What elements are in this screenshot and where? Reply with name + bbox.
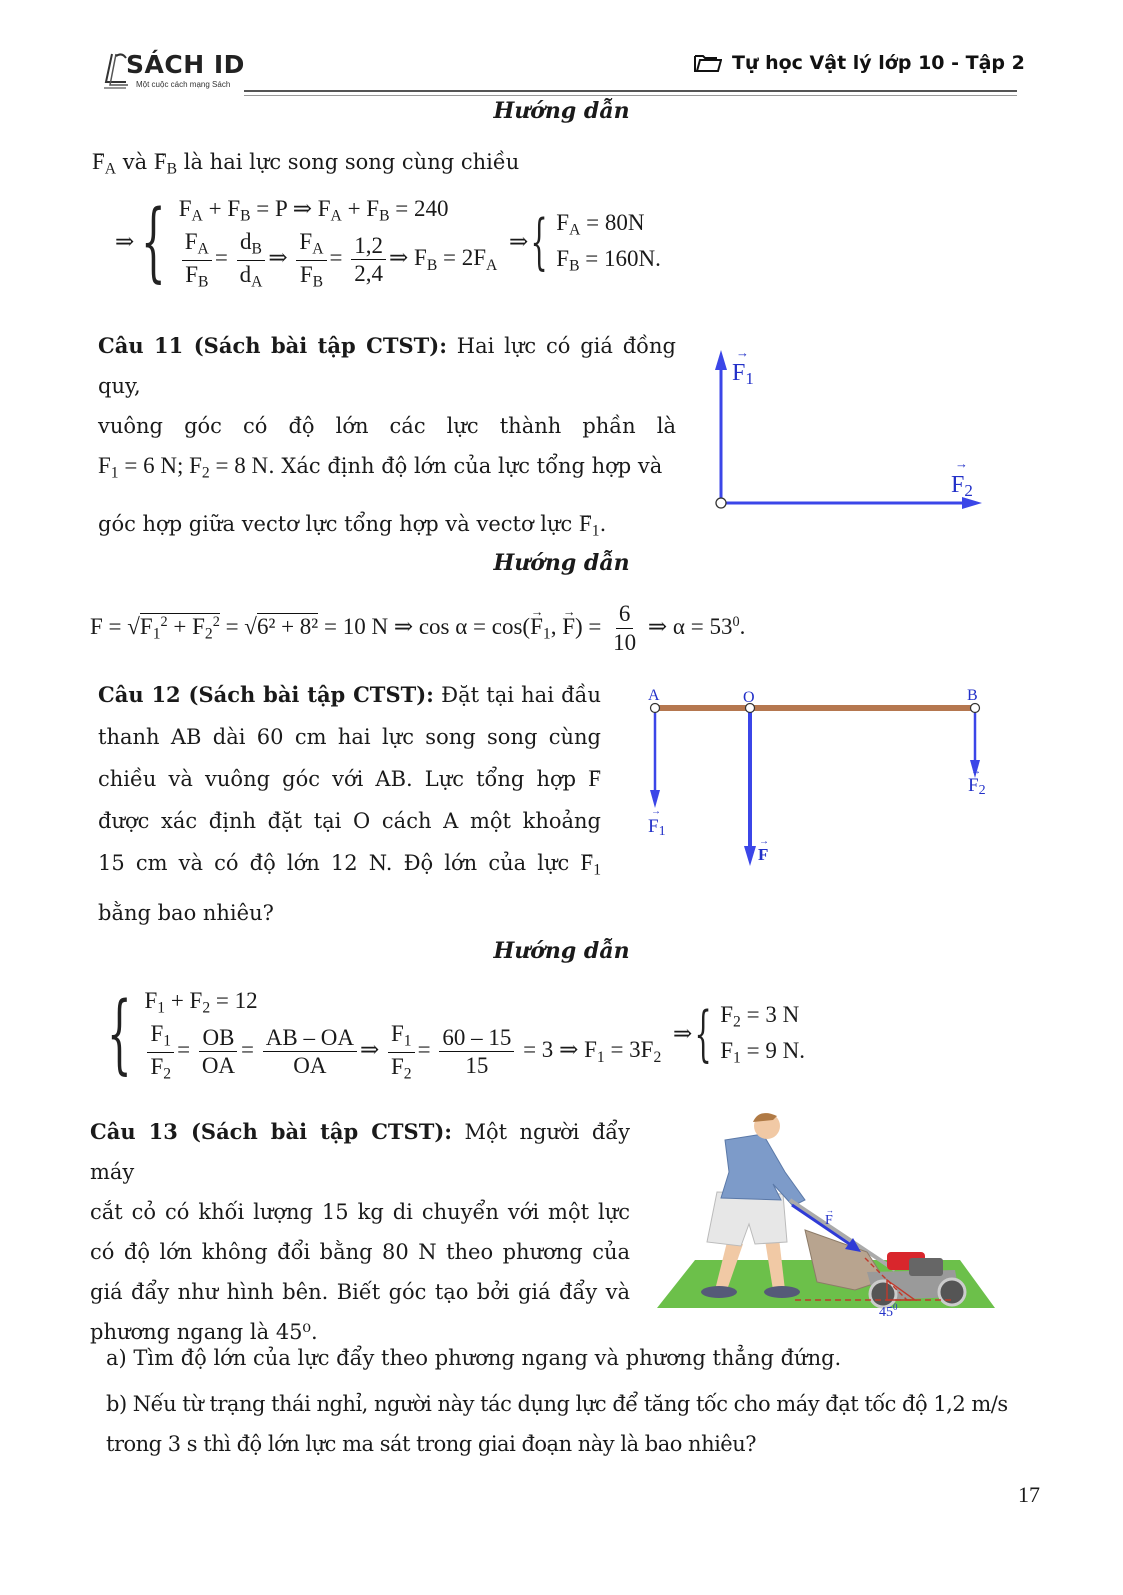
result-F1: = 9 N <box>746 1038 800 1064</box>
F2-label: F2 <box>951 472 973 500</box>
ratio-numerator: 1,2 <box>351 232 386 261</box>
question-12: Câu 12 (Sách bài tập CTST): Đặt tại hai đầu thanh AB dài 60 cm hai lực song song cùng chiều và vuông góc với AB. Lực tổng hợp → F được xác định đặt tại O cách A một khoảng 15 cm và có độ lớn 12 N. Độ lớn của lực → $F_1$ bằng bao nhiêu? <box>98 674 601 934</box>
solution-12-equation: { $F_1 + F_2 = 12$ $\frac{F_1}{F_2}$ = $\frac{OB}{OA}$ = $\frac{AB - OA}{OA}$ ⇒ $\frac{F_1}{F_2}$ = $\frac{60 - 15}{15}$ = 3 ⇒ $F_1 = 3F_2$ ⇒{ $F_2 = 3$ N $F_1 = 9$ N. <box>107 984 805 1085</box>
header-divider <box>244 90 1017 96</box>
page-number: 17 <box>1018 1482 1040 1507</box>
label-F: F <box>758 845 769 864</box>
logo-tagline: Một cuộc cách mạng Sách <box>136 80 231 89</box>
solution-heading-11: Hướng dẫn <box>493 550 630 576</box>
result-FA: = 80N <box>586 209 645 235</box>
svg-text:→: → <box>759 836 769 847</box>
label-F2: F2 <box>968 775 986 798</box>
total-weight: 240 <box>413 196 449 221</box>
F1-arrowhead <box>715 350 727 370</box>
question-13-part-a: a) Tìm độ lớn của lực đẩy theo phương ngang và phương thẳng đứng. <box>106 1346 842 1370</box>
shirt <box>721 1134 805 1206</box>
result-FB: = 160N <box>585 246 656 272</box>
question-11: Câu 11 (Sách bài tập CTST): Hai lực có giá đồng quy, vuông góc có độ lớn các lực thành phần là $F_1 = 6$ N; $F_2 = 8$ N. Xác định độ lớn của lực tổng hợp và góc hợp giữa vectơ lực tổng hợp và vectơ lực → $F_1$. <box>98 326 676 551</box>
angle-value: 53 <box>709 613 733 639</box>
publisher-logo <box>100 48 250 96</box>
F1-label: F1 <box>732 360 754 388</box>
intro-text: là hai lực song song cùng chiều <box>183 150 520 174</box>
label-A: A <box>648 687 660 704</box>
vector-FB: → F <box>154 142 167 182</box>
equation-system-1: ⇒{ $F_A + F_B = P$ ⇒ $F_A + F_B = 240$ $\frac{F_A}{F_B}$ = $\frac{d_B}{d_A}$ ⇒ $\frac{F_A}{F_B}$ = $\frac{1,2}{2,4}$ ⇒ $F_B = 2F_A$ ⇒{ $F_A = 80N$ $F_B = 160N$. <box>115 192 661 293</box>
resultant-value: 10 <box>342 613 366 639</box>
svg-text:→: → <box>955 456 968 471</box>
wheel <box>939 1279 965 1305</box>
logo-text: SÁCH ID <box>126 50 245 79</box>
angle-label: $45^0$ <box>879 1302 898 1320</box>
svg-text:→: → <box>826 1206 834 1215</box>
svg-text:→: → <box>736 345 749 360</box>
squares: 6² + 8² <box>256 613 319 639</box>
vector-FA: → F <box>92 142 105 182</box>
force-label: F <box>825 1213 833 1228</box>
point-A <box>651 704 660 713</box>
book-title-text: Tự học Vật lý lớp 10 - Tập 2 <box>732 52 1025 74</box>
book-title <box>694 52 1025 74</box>
label-O: O <box>743 689 755 706</box>
solution-intro: → $F_A$ và → $F_B$ là hai lực song song cùng chiều <box>92 142 519 190</box>
question-13-part-b: b) Nếu từ trạng thái nghỉ, người này tác dụng lực để tăng tốc cho máy đạt tốc độ 1,2 m/s trong 3 s thì độ lớn lực ma sát trong giai đoạn này là bao nhiêu? <box>106 1392 1008 1456</box>
ratio-denominator: 2,4 <box>354 261 383 287</box>
point-B <box>971 704 980 713</box>
solution-heading: Hướng dẫn <box>493 98 630 124</box>
origin-point <box>716 498 726 508</box>
shoe <box>764 1286 800 1298</box>
solution-11-equation: $F = √F_1^2 + F_2^2 = √6^2 + 8^2 = 10$ N ⇒ $\cos \alpha = \cos(\to F_1$, → F) = $\frac{6}{10}$ ⇒ $\alpha = 53^0$. <box>90 600 745 657</box>
label-B: B <box>967 687 978 704</box>
folder-icon <box>694 53 722 73</box>
label-F1: F1 <box>648 816 666 839</box>
question-12-label: Câu 12 (Sách bài tập CTST): <box>98 682 434 707</box>
question-13-label: Câu 13 (Sách bài tập CTST): <box>90 1119 453 1144</box>
lawn-mower-figure <box>655 1112 1025 1322</box>
book-logo-icon <box>102 52 128 92</box>
result-F2: = 3 N <box>746 1001 800 1027</box>
svg-text:→: → <box>651 806 661 817</box>
solution-heading-12: Hướng dẫn <box>493 938 630 964</box>
F-arrowhead <box>744 846 756 866</box>
perpendicular-forces-diagram <box>700 340 1000 520</box>
question-11-label: Câu 11 (Sách bài tập CTST): <box>98 333 447 358</box>
svg-text:→: → <box>971 766 981 777</box>
shoe <box>701 1286 737 1298</box>
question-13: Câu 13 (Sách bài tập CTST): Một người đẩy máy cắt cỏ có khối lượng 15 kg di chuyển với một lực có độ lớn không đổi bằng 80 N theo phương của giá đẩy như hình bên. Biết góc tạo bởi giá đẩy và phương ngang là 45⁰. <box>90 1119 630 1344</box>
lever-bar-diagram <box>630 680 1010 870</box>
